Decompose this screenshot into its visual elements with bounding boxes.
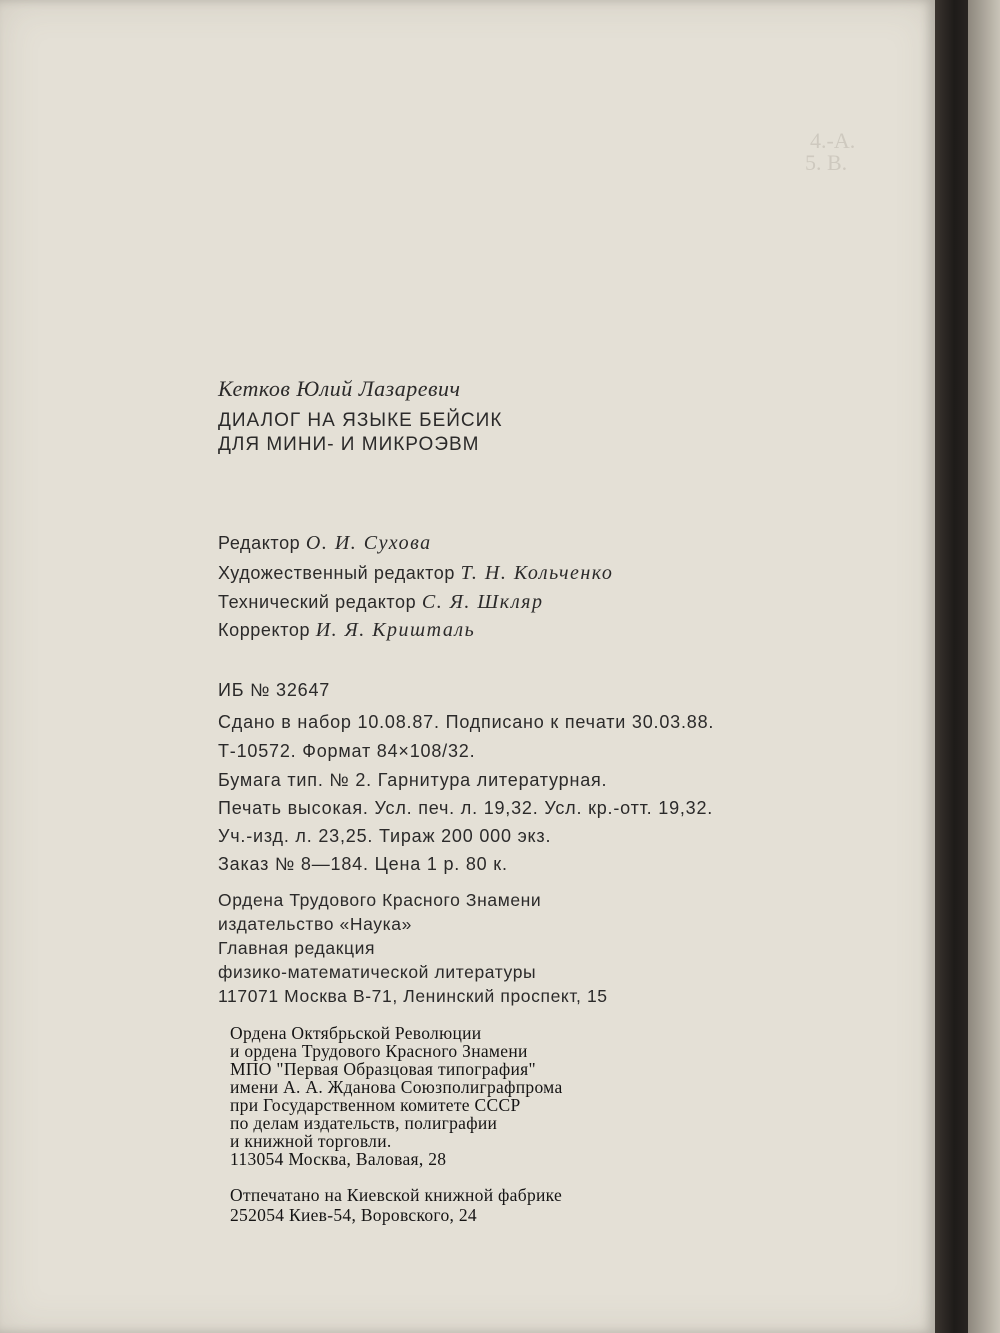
publisher-line: физико-математической литературы	[218, 962, 537, 982]
author-name: Кетков Юлий Лазаревич	[218, 376, 461, 401]
printer-address: 113054 Москва, Валовая, 28	[230, 1149, 447, 1169]
factory-line: Отпечатано на Киевской книжной фабрике	[230, 1185, 563, 1205]
factory-address: 252054 Киев-54, Воровского, 24	[230, 1205, 477, 1225]
ib-number: ИБ № 32647	[218, 680, 331, 700]
next-page-edge	[968, 0, 1000, 1333]
credit-name: И. Я. Кришталь	[315, 619, 476, 641]
credit-art-editor	[218, 562, 613, 585]
imprint-line: Бумага тип. № 2. Гарнитура литературная.	[218, 770, 608, 790]
credit-proofreader	[218, 619, 475, 642]
credit-editor	[218, 532, 432, 555]
printer-line: по делам издательств, полиграфии	[230, 1113, 498, 1133]
printer-line: и книжной торговли.	[230, 1131, 392, 1151]
imprint-line: Уч.-изд. л. 23,25. Тираж 200 000 экз.	[218, 826, 552, 846]
publisher-line: Ордена Трудового Красного Знамени	[218, 890, 542, 910]
credit-role: Технический редактор	[218, 592, 417, 612]
printer-line: при Государственном комитете СССР	[230, 1095, 521, 1115]
credit-name: Т. Н. Кольченко	[460, 562, 614, 584]
printer-line: и ордена Трудового Красного Знамени	[230, 1041, 528, 1061]
credit-role: Корректор	[218, 620, 311, 640]
printer-line: имени А. А. Жданова Союзполиграфпрома	[230, 1077, 563, 1097]
book-title-line: ДЛЯ МИНИ- И МИКРОЭВМ	[218, 434, 480, 455]
printer-line: Ордена Октябрьской Революции	[230, 1023, 482, 1043]
publisher-address: 117071 Москва В-71, Ленинский проспект, 15	[218, 986, 608, 1006]
publisher-line: Главная редакция	[218, 938, 376, 958]
bleed-through-mark: 4.-А.	[810, 128, 856, 153]
credit-role: Художественный редактор	[218, 563, 455, 583]
printer-line: МПО "Первая Образцовая типография"	[230, 1059, 536, 1079]
book-title-line: ДИАЛОГ НА ЯЗЫКЕ БЕЙСИК	[218, 410, 503, 431]
credit-role: Редактор	[218, 533, 301, 553]
imprint-line: Т-10572. Формат 84×108/32.	[218, 741, 476, 761]
imprint-line: Заказ № 8—184. Цена 1 р. 80 к.	[218, 854, 508, 874]
imprint-line: Печать высокая. Усл. печ. л. 19,32. Усл. кр.-отт. 19,32.	[218, 798, 714, 818]
credit-name: С. Я. Шкляр	[421, 591, 544, 613]
publisher-line: издательство «Наука»	[218, 914, 412, 934]
imprint-line: Сдано в набор 10.08.87. Подписано к печати 30.03.88.	[218, 712, 715, 732]
bleed-through-mark: 5. В.	[805, 150, 848, 175]
credit-tech-editor	[218, 591, 543, 614]
credit-name: О. И. Сухова	[305, 532, 432, 554]
